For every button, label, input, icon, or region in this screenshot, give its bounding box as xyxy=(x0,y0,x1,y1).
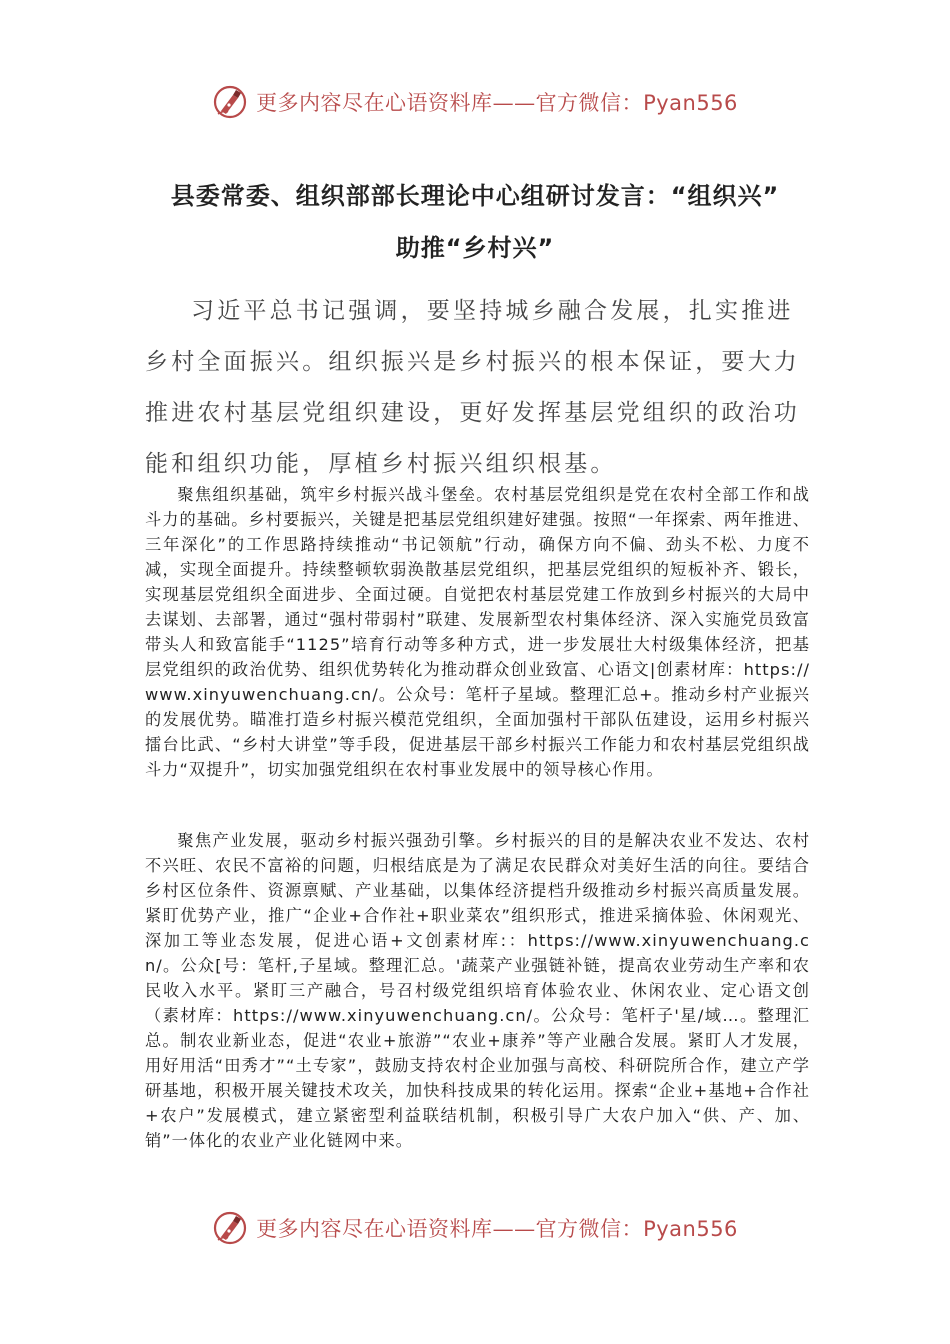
header-banner xyxy=(0,82,950,122)
banner-wechat-label: 官方微信： xyxy=(535,1217,644,1241)
lead-paragraph: 习近平总书记强调，要坚持城乡融合发展，扎实推进乡村全面振兴。组织振兴是乡村振兴的根本保证，要大力推进农村基层党组织建设，更好发挥基层党组织的政治功能和组织功能，厚植乡村振兴组织根基。 xyxy=(145,298,800,477)
document-title-line-2: 助推“乡村兴” xyxy=(395,234,555,262)
pen-nib-logo-icon xyxy=(212,1210,248,1246)
document-title-line-1: 县委常委、组织部部长理论中心组研讨发言：“组织兴” xyxy=(170,182,780,210)
body-paragraph-organization: 聚焦组织基础，筑牢乡村振兴战斗堡垒。农村基层党组织是党在农村全部工作和战斗力的基础。乡村要振兴，关键是把基层党组织建好建强。按照“一年探索、两年推进、三年深化”的工作思路持续推动“书记领航”行动，确保方向不偏、劲头不松、力度不减，实现全面提升。持续整顿软弱涣散基层党组织，把基层党组织的短板补齐、锻长，实现基层党组织全面进步、全面过硬。自觉把农村基层党建工作放到乡村振兴的大局中去谋划、去部署，通过“强村带弱村”联建、发展新型农村集体经济、深入实施党员致富带头人和致富能手“1125”培育行动等多种方式，进一步发展壮大村级集体经济，把基层党组织的政治优势、组织优势转化为推动群众创业致富、心语文|创素材库：https://www.xinyuwenchuang.cn/。公众号：笔杆子星域。整理汇总+。推动乡村产业振兴的发展优势。瞄准打造乡村振兴模范党组织，全面加强村干部队伍建设，运用乡村振兴擂台比武、“乡村大讲堂”等手段，促进基层干部乡村振兴工作能力和农村基层党组织战斗力“双提升”，切实加强党组织在农村事业发展中的领导核心作用。 xyxy=(145,485,810,779)
banner-wechat-id: Pyan556 xyxy=(643,91,738,115)
banner-wechat-label: 官方微信： xyxy=(535,91,644,115)
banner-separator: —— xyxy=(492,91,536,115)
pen-nib-logo-icon xyxy=(212,84,248,120)
banner-wechat-id: Pyan556 xyxy=(643,1217,738,1241)
banner-slogan: 更多内容尽在心语资料库 xyxy=(256,1217,493,1241)
body-paragraph-industry: 聚焦产业发展，驱动乡村振兴强劲引擎。乡村振兴的目的是解决农业不发达、农村不兴旺、农民不富裕的问题，归根结底是为了满足农民群众对美好生活的向往。要结合乡村区位条件、资源禀赋、产业基础，以集体经济提档升级推动乡村振兴高质量发展。紧盯优势产业，推广“企业+合作社+职业菜农”组织形式，推进采摘体验、休闲观光、深加工等业态发展，促进心语+文创素材库:：https://www.xinyuwenchuang.cn/。公众[号：笔杆,子星域。整理汇总。'蔬菜产业强链补链，提高农业劳动生产率和农民收入水平。紧盯三产融合，号召村级党组织培育体验农业、休闲农业、定心语文创（素材库：https://www.xinyuwenchuang.cn/。公众号：笔杆子'星/域…。整理汇总。制农业新业态，促进“农业+旅游”“农业+康养”等产业融合发展。紧盯人才发展，用好用活“田秀才”“土专家”，鼓励支持农村企业加强与高校、科研院所合作，建立产学研基地，积极开展关键技术攻关，加快科技成果的转化运用。探索“企业+基地+合作社+农户”发展模式，建立紧密型利益联结机制，积极引导广大农户加入“供、产、加、销”一体化的农业产业化链网中来。 xyxy=(145,831,810,1150)
footer-banner xyxy=(0,1208,950,1248)
footer-banner-text xyxy=(256,1213,738,1243)
header-banner-text xyxy=(256,87,738,117)
banner-slogan: 更多内容尽在心语资料库 xyxy=(256,91,493,115)
banner-separator: —— xyxy=(492,1217,536,1241)
